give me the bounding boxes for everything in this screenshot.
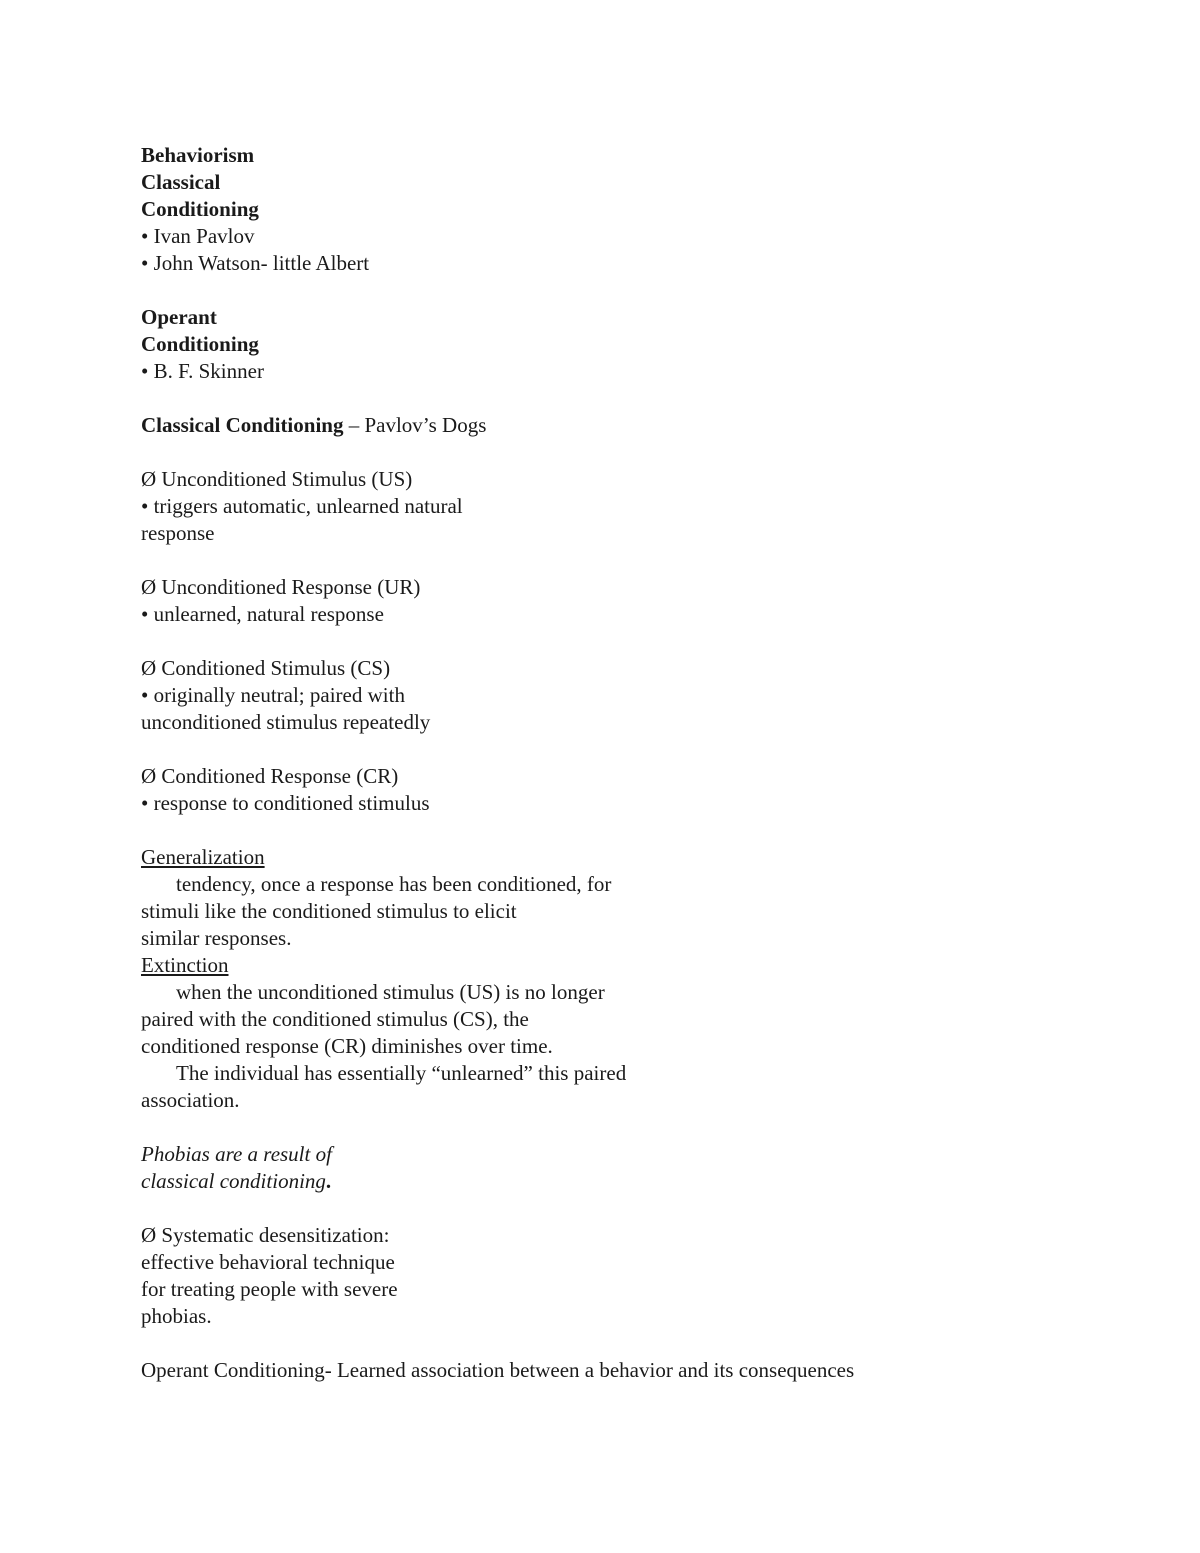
- heading-conditioning: Conditioning: [141, 197, 259, 221]
- desensitization-heading: Ø Systematic desensitization:: [141, 1223, 390, 1247]
- spacer: [141, 817, 1041, 844]
- spacer: [141, 385, 1041, 412]
- spacer: [141, 1114, 1041, 1141]
- phobias-line-2-text: classical conditioning: [141, 1169, 326, 1193]
- section-title-rest: – Pavlov’s Dogs: [343, 413, 487, 437]
- extinction-term: Extinction: [141, 953, 229, 977]
- phobias-line-1: Phobias are a result of: [141, 1142, 332, 1166]
- phobias-period: .: [325, 1169, 332, 1193]
- bullet-john-watson: • John Watson- little Albert: [141, 251, 370, 275]
- spacer: [141, 439, 1041, 466]
- spacer: [141, 547, 1041, 574]
- spacer: [141, 1195, 1041, 1222]
- ur-bullet: • unlearned, natural response: [141, 602, 384, 626]
- heading-operant: Operant: [141, 305, 217, 329]
- cr-bullet: • response to conditioned stimulus: [141, 791, 430, 815]
- desensitization-line-3: phobias.: [141, 1304, 212, 1328]
- bullet-ivan-pavlov: • Ivan Pavlov: [141, 224, 255, 248]
- us-continuation: response: [141, 521, 215, 545]
- extinction-line-2: paired with the conditioned stimulus (CS), the: [141, 1007, 529, 1031]
- cs-continuation: unconditioned stimulus repeatedly: [141, 710, 431, 734]
- heading-behaviorism: Behaviorism: [141, 143, 255, 167]
- extinction-line-4: The individual has essentially “unlearned” this paired: [176, 1061, 627, 1085]
- cr-heading: Ø Conditioned Response (CR): [141, 764, 399, 788]
- spacer: [141, 628, 1041, 655]
- extinction-line-1: when the unconditioned stimulus (US) is no longer: [176, 980, 605, 1004]
- spacer: [141, 736, 1041, 763]
- us-bullet: • triggers automatic, unlearned natural: [141, 494, 463, 518]
- section-title-bold: Classical Conditioning: [141, 413, 344, 437]
- bullet-skinner: • B. F. Skinner: [141, 359, 264, 383]
- spacer: [141, 1330, 1041, 1357]
- cs-heading: Ø Conditioned Stimulus (CS): [141, 656, 391, 680]
- heading-operant-conditioning: Conditioning: [141, 332, 259, 356]
- generalization-line-2: stimuli like the conditioned stimulus to elicit: [141, 899, 517, 923]
- desensitization-line-1: effective behavioral technique: [141, 1250, 395, 1274]
- desensitization-line-2: for treating people with severe: [141, 1277, 398, 1301]
- operant-definition: Operant Conditioning- Learned association between a behavior and its consequences: [141, 1358, 855, 1382]
- spacer: [141, 277, 1041, 304]
- ur-heading: Ø Unconditioned Response (UR): [141, 575, 421, 599]
- cs-bullet: • originally neutral; paired with: [141, 683, 405, 707]
- extinction-line-3: conditioned response (CR) diminishes over time.: [141, 1034, 553, 1058]
- document-page: [141, 142, 1041, 1384]
- generalization-line-3: similar responses.: [141, 926, 292, 950]
- us-heading: Ø Unconditioned Stimulus (US): [141, 467, 413, 491]
- section-title-classical: [141, 412, 1041, 439]
- phobias-line-2: [141, 1168, 1041, 1195]
- extinction-line-5: association.: [141, 1088, 240, 1112]
- heading-classical: Classical: [141, 170, 221, 194]
- generalization-term: Generalization: [141, 845, 265, 869]
- generalization-line-1: tendency, once a response has been conditioned, for: [176, 872, 612, 896]
